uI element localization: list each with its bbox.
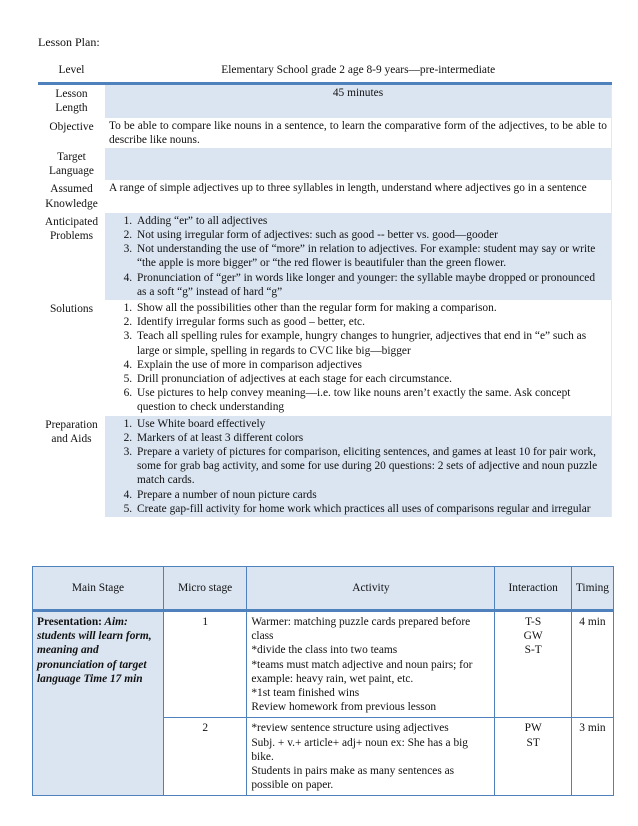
preparation-label: Preparation and Aids [45, 418, 98, 445]
anticipated-problems-label: Anticipated Problems [44, 215, 99, 243]
list-item: 1. Show all the possibilities other than the regular form for making a comparison. [135, 301, 607, 315]
objective-value: To be able to compare like nouns in a sentence, to learn the comparative form of the adjectives, to be able to describe like nouns. [105, 118, 612, 148]
header-interaction: Interaction [495, 567, 571, 611]
solutions-label: Solutions [49, 303, 94, 316]
assumed-knowledge-row [38, 180, 612, 212]
list-item: 4. Pronunciation of “ger” in words like longer and younger: the syllable maybe dropped or pronounced as a soft “g” instead of hard “g” [135, 271, 607, 299]
level-label: Level [38, 60, 105, 84]
activity-line: Subj. + v.+ article+ adj+ noun ex: She has a big bike. [251, 736, 469, 763]
header-timing: Timing [571, 567, 613, 611]
timing-cell: 4 min [571, 611, 613, 718]
header-activity: Activity [247, 567, 495, 611]
list-item: 3. Prepare a variety of pictures for comparison, eliciting sentences, and games at least 10 for pair work, some for grab bag activity, and some for use during 20 questions: 2 sets of adjective and noun puzzle match cards. [135, 445, 607, 488]
header-main-stage: Main Stage [33, 567, 164, 611]
interaction-cell [495, 718, 571, 796]
list-item: 4. Explain the use of more in comparison adjectives [135, 358, 607, 372]
list-item: 1. Adding “er” to all adjectives [135, 214, 607, 228]
lesson-plan-table [38, 60, 612, 517]
main-stage-title: Presentation: [37, 616, 102, 628]
assumed-knowledge-label: Assumed Knowledge [45, 183, 98, 210]
header-micro-stage: Micro stage [164, 567, 247, 611]
anticipated-problems-list [105, 213, 612, 300]
assumed-knowledge-value [105, 180, 612, 212]
list-item: 6. Use pictures to help convey meaning—i.e. tow like nouns aren’t exactly the same. Ask concept question to check understanding [135, 386, 607, 414]
micro-stage-cell: 2 [164, 718, 247, 796]
main-stage-cell [33, 611, 164, 796]
list-item: 3. Not understanding the use of “more” in relation to adjectives. For example: student may say or write “the apple is more bigger” or “the red flower is beautifuler than the green flower. [135, 242, 607, 270]
list-item: 5. Create gap-fill activity for home work which practices all uses of comparisons regular and irregular [135, 502, 607, 516]
objective-label: Objective [49, 120, 94, 133]
micro-stage-cell: 1 [164, 611, 247, 718]
activity-cell [247, 718, 495, 796]
lesson-length-label: Lesson Length [55, 88, 88, 115]
timing-cell: 3 min [571, 718, 613, 796]
lesson-length-row [38, 84, 612, 118]
activity-line: *teams must match adjective and noun pairs; for example: heavy rain, wet paint, etc. [251, 658, 473, 685]
activity-line: *divide the class into two teams [251, 644, 398, 657]
stage-header-row [33, 567, 614, 611]
list-item: 5. Drill pronunciation of adjectives at each stage for each circumstance. [135, 372, 607, 386]
page-title: Lesson Plan: [38, 35, 100, 49]
level-row [38, 60, 612, 84]
solutions-list [105, 300, 612, 416]
anticipated-problems-row [38, 213, 612, 300]
level-value: Elementary School grade 2 age 8-9 years—pre-intermediate [105, 60, 612, 84]
main-stage-aim: Aim: students will learn form, meaning and pronunciation of target language Time 17 min [37, 616, 152, 685]
list-item: 2. Not using irregular form of adjectives: such as good -- better vs. good—gooder [135, 228, 607, 242]
activity-line: Students in pairs make as many sentences as possible on paper. [251, 765, 455, 792]
target-language-row [38, 148, 612, 180]
list-item: 2. Identify irregular forms such as good – better, etc. [135, 315, 607, 329]
interaction-line: T-S [525, 616, 542, 628]
list-item: 3. Teach all spelling rules for example, hungry changes to hungrier, adjectives that end in “e” such as large or simple, spelling in regards to CVC like big—bigger [135, 329, 607, 357]
target-language-label: Target Language [49, 151, 94, 178]
interaction-line: ST [526, 736, 540, 749]
list-item: 2. Markers of at least 3 different colors [135, 431, 607, 445]
activity-line: Review homework from previous lesson [251, 701, 437, 714]
interaction-cell [495, 611, 571, 718]
lesson-length-value: 45 minutes [105, 84, 612, 118]
interaction-line: GW [523, 630, 543, 643]
list-item: 1. Use White board effectively [135, 417, 607, 431]
interaction-line: PW [524, 722, 542, 735]
list-item: 4. Prepare a number of noun picture cards [135, 488, 607, 502]
assumed-knowledge-text: A range of simple adjectives up to three syllables in length, understand where adjectives go in a sentence [109, 182, 587, 195]
activity-line: *review sentence structure using adjectives [251, 722, 449, 735]
table-row [33, 611, 614, 718]
activity-line: Warmer: matching puzzle cards prepared before class [251, 616, 471, 643]
interaction-line: S-T [524, 644, 542, 657]
target-language-value [105, 148, 612, 180]
preparation-list [105, 416, 612, 517]
solutions-row [38, 300, 612, 416]
stage-table [32, 566, 614, 796]
objective-row [38, 118, 612, 148]
activity-cell [247, 611, 495, 718]
preparation-row [38, 416, 612, 517]
activity-line: *1st team finished wins [251, 687, 360, 700]
